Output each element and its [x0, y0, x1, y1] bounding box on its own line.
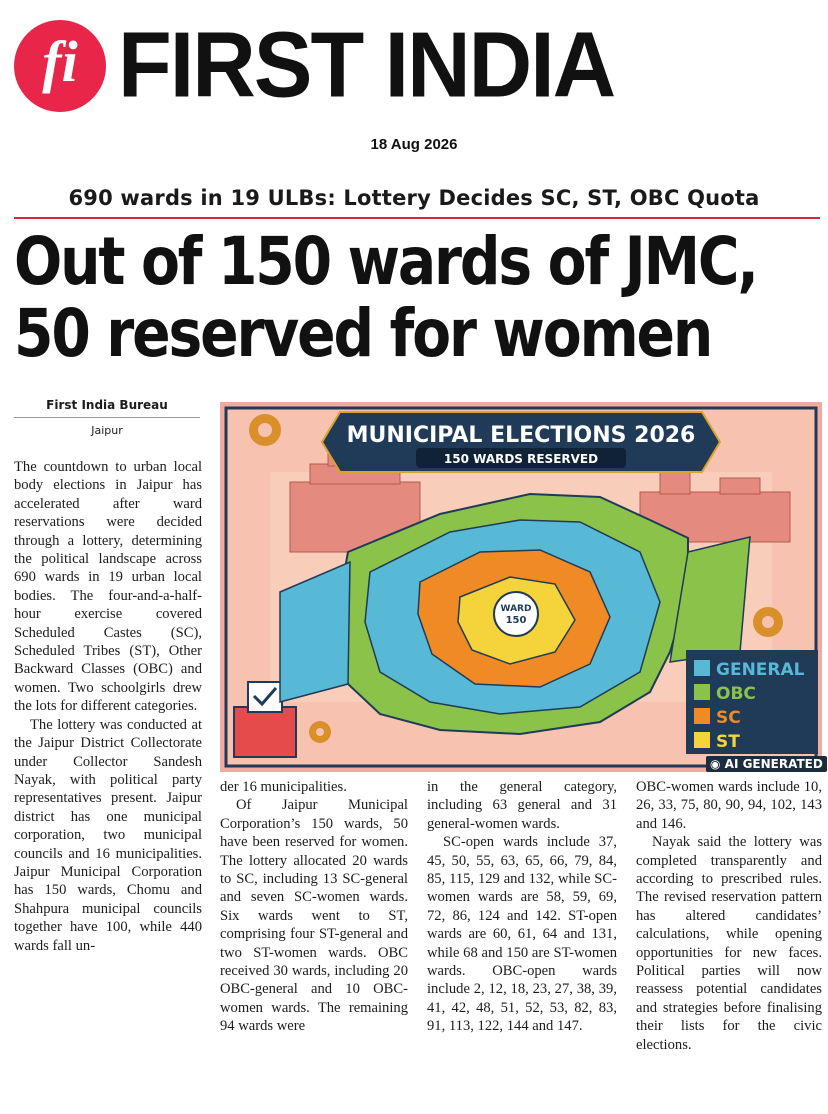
headline-line-1: Out of 150 wards of JMC, — [14, 223, 757, 300]
map-legend — [686, 650, 818, 754]
legend-sc: SC — [716, 708, 741, 728]
byline-bureau: First India Bureau — [14, 398, 200, 418]
map-center-label: WARD — [500, 604, 532, 614]
paragraph: in the general category, including 63 general and 31 general-women wards. — [427, 779, 617, 832]
article-column-2 — [220, 778, 408, 1036]
map-center-number: 150 — [505, 615, 527, 626]
headline-line-2: 50 reserved for women — [14, 295, 712, 372]
graphic-subtitle: 150 WARDS RESERVED — [443, 452, 599, 466]
paragraph: The lottery was conducted at the Jaipur District Collectorate under Collector Sandesh Nayak, with political party representatives present. Jaipur district has one municipal corporation, two municipal councils and 16 municipalities. Jaipur Municipal Corporation has 150 wards, Chomu and Shahpura municipal councils together have 100, while 440 wards fall un- — [14, 716, 202, 954]
article-column-1 — [14, 458, 202, 955]
paragraph: Of Jaipur Municipal Corporation’s 150 wards, 50 have been reserved for women. The lottery allocated 20 wards to SC, including 13 SC-general and seven SC-women wards. Six wards went to ST, comprising four ST-general and two ST-women wards. OBC received 30 wards, including 20 OBC-general and 10 OBC-women wards. The remaining 94 wards were — [220, 797, 408, 1035]
kicker-rule — [14, 217, 820, 219]
title-banner — [322, 412, 720, 472]
kicker: 690 wards in 19 ULBs: Lottery Decides SC, ST, OBC Quota — [68, 186, 760, 210]
paragraph: der 16 municipalities. — [220, 779, 347, 795]
legend-general: GENERAL — [716, 660, 805, 680]
ai-generated-badge: ◉ AI GENERATED — [706, 756, 827, 772]
article-column-3 — [427, 778, 617, 1036]
paragraph: The countdown to urban local body elections in Jaipur has accelerated after ward reservations were decided through a lottery, determining the political landscape across 690 wards in 19 urban local bodies. The four-and-a-half-hour exercise covered Scheduled Castes (SC), Scheduled Tribes (ST), Other Backward Classes (OBC) and women. Two schoolgirls drew the lots for different categories. — [14, 459, 202, 715]
ai-generated-label: AI GENERATED — [724, 757, 823, 771]
headline — [14, 223, 822, 372]
paragraph: OBC-women wards include 10, 26, 33, 75, 80, 90, 94, 102, 143 and 146. — [636, 779, 822, 832]
brand-name: FIRST INDIA — [118, 12, 615, 117]
article-column-4 — [636, 778, 822, 1054]
graphic-title: MUNICIPAL ELECTIONS 2026 — [346, 423, 696, 448]
issue-date: 18 Aug 2026 — [370, 136, 458, 153]
logo-text: fi — [42, 29, 78, 94]
byline — [14, 398, 200, 437]
masthead — [0, 0, 828, 165]
paragraph: Nayak said the lottery was completed transparently and according to prescribed rules. The revised reservation pattern has altered candidates’ calculations, while opening opportunities for new faces. Political parties will now reassess potential candidates and strategies before finalising their lists for the civic elections. — [636, 834, 822, 1053]
first-india-logo[interactable] — [14, 20, 106, 112]
paragraph: SC-open wards include 37, 45, 50, 55, 63, 65, 66, 79, 84, 85, 115, 129 and 132, while SC-women wards are 58, 59, 69, 72, 86, 124 and 142. ST-open wards are 60, 61, 64 and 131, while 68 and 150 are ST-women wards. OBC-open wards include 2, 12, 18, 23, 27, 38, 39, 41, 42, 48, 51, 52, 53, 82, 83, 91, 113, 122, 144 and 147. — [427, 834, 617, 1035]
legend-st: ST — [716, 732, 740, 752]
byline-place: Jaipur — [91, 424, 123, 437]
legend-obc: OBC — [716, 684, 756, 704]
ward-map-illustration — [220, 402, 822, 772]
